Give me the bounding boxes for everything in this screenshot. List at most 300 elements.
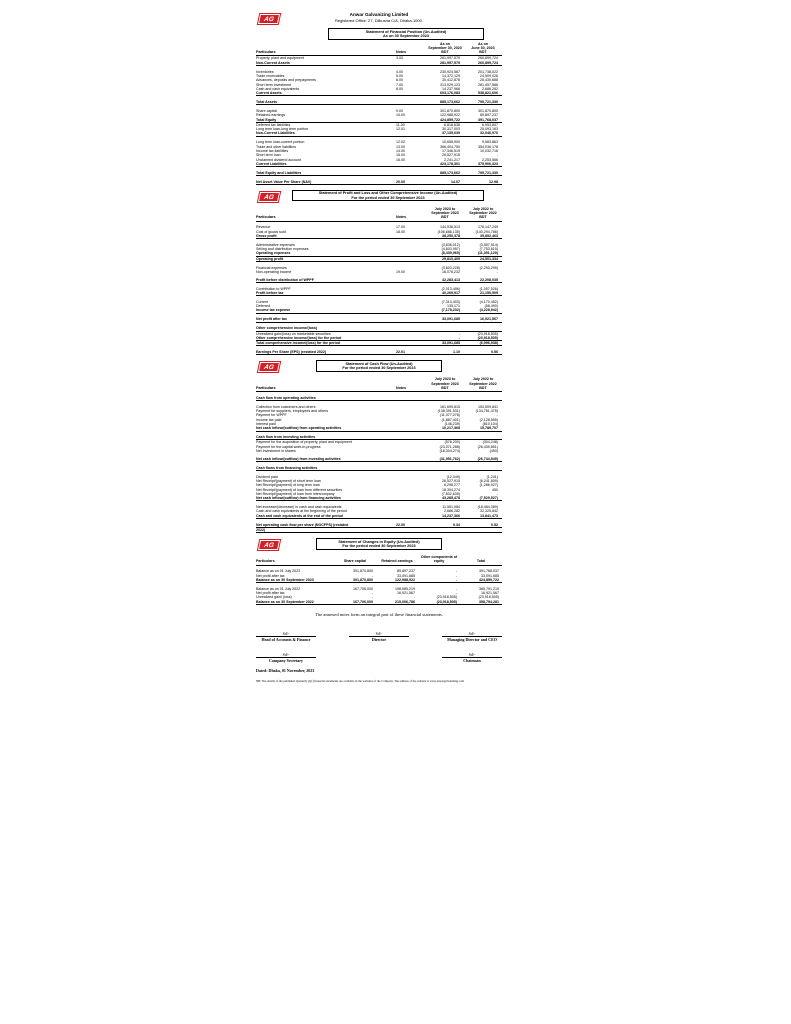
cell-p: Cash and cash equivalents at the end of the period — [256, 513, 343, 518]
cell-v2: (18,484,369) — [477, 505, 498, 510]
cell-v1: 6,818,636 — [444, 122, 460, 127]
cell-p: Collection from customers and others — [256, 404, 316, 409]
equity-cell: 424,859,722 — [479, 577, 499, 582]
cell-v1: (106,686,135) — [437, 229, 460, 234]
dated-line: Dated: Dhaka, 01 November, 2023 — [256, 668, 315, 674]
cash-flow-header — [256, 359, 502, 375]
cell-p: Net cash inflow/(outflow) from financing activities — [256, 496, 341, 501]
cell-p: Non-operating income — [256, 269, 292, 274]
cell-n: 15.00 — [396, 153, 405, 158]
cell-v2: 89,897,237 — [480, 113, 498, 118]
cell-n — [396, 396, 426, 400]
cell-v2: (26,744,549) — [477, 456, 498, 461]
cell-v1: 14,372,129 — [442, 73, 460, 78]
cell-p: Property, plant and equipment — [256, 56, 304, 61]
cell-p: Other comprehensive income/(loss) — [256, 326, 318, 331]
cell-n: 12.02 — [396, 140, 405, 145]
cell-v1: 43,285,478 — [442, 496, 460, 501]
cell-n — [396, 317, 426, 321]
cell-v1: 423,178,301 — [440, 161, 460, 166]
cell-v2: 2,253,566 — [482, 157, 498, 162]
financial-position-column-header: Particulars Notes As on September 30, 2023 BDT As on June 30, 2023 BDT — [256, 42, 502, 57]
cell-n: 14.00 — [396, 148, 405, 153]
cell-v2: (450) — [489, 448, 498, 453]
cell-v2: 281,457,588 — [478, 82, 498, 87]
cell-p: Cash and cash equivalents at the beginning of the period — [256, 509, 347, 514]
cell-p: Operating profit — [256, 256, 284, 261]
cell-v2: (304,248) — [482, 440, 498, 445]
cell-p: Cash and cash equivalents — [256, 86, 300, 91]
nb-note: NB: The details of the published Quarterly (Q1) financial statements are available in the websites of the Company. The address of the website is www.anwargalvanizing.com — [256, 678, 464, 683]
cell-v2: 24,509,026 — [480, 73, 498, 78]
cell-v2: (1,241) — [486, 474, 498, 479]
company-header — [256, 11, 502, 27]
cell-p: Income tax paid — [256, 417, 282, 422]
cell-v2: (6,241,809) — [479, 478, 498, 483]
cell-v1: 17,346,519 — [442, 148, 460, 153]
cell-p: Administrative expenses — [256, 242, 295, 247]
cell-n — [396, 308, 426, 312]
cell-v2: 24,501,334 — [480, 256, 498, 261]
profit-loss-header — [256, 189, 502, 205]
cell-v1: (146,239) — [444, 421, 460, 426]
cell-p: Total Equity and Liabilities — [256, 170, 302, 175]
cell-p: Payment for WPPF — [256, 413, 287, 418]
equity-cell: 33,091,685 — [397, 573, 415, 578]
cell-n — [396, 100, 426, 104]
cell-v1: 26,527,915 — [442, 153, 460, 158]
cell-v1: - — [458, 331, 460, 336]
cell-p: Other comprehensive income/(loss) for the period — [256, 335, 342, 340]
cell-n: 19.00 — [396, 269, 405, 274]
equity-cell: Balance as on 01 July 2023 — [256, 569, 301, 574]
cell-n — [396, 528, 426, 532]
equity-cell: - — [371, 591, 373, 596]
table-row — [256, 350, 502, 355]
cell-v2: (58,490) — [484, 304, 498, 309]
company-logo: AG — [258, 14, 280, 24]
cell-p: Advances, deposits and prepayments — [256, 78, 316, 83]
cell-v2: (7,753,615) — [479, 247, 498, 252]
cell-n — [396, 234, 426, 238]
cell-v2: 153,509,841 — [478, 404, 498, 409]
cell-v2: 25,093,163 — [480, 127, 498, 132]
cell-v2: - — [496, 153, 498, 158]
equity-cell: (23,918,505) — [436, 599, 457, 604]
cell-v1: 144,936,513 — [440, 225, 460, 230]
cell-v1: 2,241,217 — [444, 157, 460, 162]
equity-cell: - — [455, 577, 457, 582]
cell-p: Net Receipt/(payment) of loan from different securities — [256, 487, 343, 492]
cell-p: Current — [256, 299, 268, 304]
cell-n — [396, 131, 426, 135]
cash-flow-column-header: Particulars Notes July 2023 to September 2023 BDT July 2022 to September 2022 BDT — [256, 377, 502, 392]
cell-v2: (7,529,527) — [479, 496, 498, 501]
equity-header — [256, 537, 502, 553]
cell-v1: (41,951,762) — [439, 456, 460, 461]
equity-cell: 33,091,685 — [481, 573, 499, 578]
cell-v2 — [464, 396, 502, 400]
cell-v1 — [426, 326, 464, 330]
cell-p: Cash flows from financing activities — [256, 465, 318, 470]
cell-n — [396, 449, 426, 453]
cell-n: 8.00 — [396, 86, 403, 91]
cell-v2: 6,953,807 — [482, 122, 498, 127]
cell-v1: 0.34 — [453, 522, 460, 527]
cell-v2: 0.52 — [491, 522, 498, 527]
equity-cell: Balance as on 30 September 2023 — [256, 577, 314, 582]
cell-v2: (1,057,526) — [479, 286, 498, 291]
cash-flow-table — [256, 392, 502, 533]
cell-n — [396, 466, 426, 470]
cell-p: Net Investment in shares — [256, 448, 296, 453]
cell-v2: 22,208,035 — [480, 277, 498, 282]
cell-v1: 14.07 — [451, 179, 460, 184]
cell-v2: (4,228,942) — [479, 308, 498, 313]
cell-n — [396, 171, 426, 175]
cell-v1: 10,217,368 — [442, 426, 460, 431]
cell-v1: (11,077,276) — [439, 413, 460, 418]
cell-v1: 603,176,083 — [440, 91, 460, 96]
cell-v1 — [426, 528, 464, 532]
cell-v1: 2,686,282 — [444, 509, 460, 514]
cell-p: Deferred — [256, 304, 270, 309]
cell-v1: (8,439,969) — [441, 251, 460, 256]
cell-p: Unclaimed dividend account — [256, 157, 301, 162]
cell-v1: 37,135,639 — [442, 131, 460, 136]
cell-n: 13.00 — [396, 144, 405, 149]
cell-v1: (3,836,012) — [441, 242, 460, 247]
financial-position-title: Statement of Financial Position (Un-Audited) As on 30 September 2023 — [328, 28, 484, 40]
equity-cell: 16,921,567 — [481, 591, 499, 596]
cell-p: Short term loan — [256, 153, 281, 158]
cell-p: Income tax expense — [256, 308, 291, 313]
cell-p: Net operating cash flow per share (NOCFPS) (restated — [256, 522, 349, 527]
cell-p: Short term investment — [256, 82, 292, 87]
equity-cell: Net profit after tax — [256, 591, 285, 596]
cell-v1: (23,071,288) — [439, 444, 460, 449]
signature-director: Sd/- Director — [349, 631, 409, 642]
cell-v1: (7,313,403) — [441, 299, 460, 304]
equity-cell: - — [371, 595, 373, 600]
table-row — [256, 600, 502, 605]
cell-v2: (2,293,299) — [479, 265, 498, 270]
signature-row-1 — [256, 631, 502, 642]
cell-p: Payment for the capital work-in-progress — [256, 444, 321, 449]
cell-v2: 375,906,323 — [478, 161, 498, 166]
cell-v1: 14,237,366 — [442, 513, 460, 518]
cell-p: Operating expenses — [256, 251, 291, 256]
cell-v1: 230,924,587 — [440, 69, 460, 74]
equity-cell: 167,706,000 — [353, 586, 373, 591]
cell-p: Current Liabilities — [256, 161, 287, 166]
cell-n: 9.00 — [396, 108, 403, 113]
company-logo: AG — [258, 192, 280, 202]
cell-p: Total Equity — [256, 117, 277, 122]
cell-v2: 201,738,022 — [478, 69, 498, 74]
cell-p: Dividend paid — [256, 474, 278, 479]
cell-v2: - — [496, 491, 498, 496]
cell-n — [396, 336, 426, 340]
equity-cell: 198,085,219 — [395, 586, 415, 591]
cell-v1: 33,091,685 — [442, 317, 460, 322]
cell-v2: 2,686,282 — [482, 86, 498, 91]
cell-v1: 30,317,003 — [442, 127, 460, 132]
cell-v1: (138,391,531) — [437, 409, 460, 414]
cell-v1: (7,178,232) — [441, 308, 460, 313]
cell-p: Net Receipt/(payment) of loan from intercompany — [256, 491, 335, 496]
cell-p: Unrealized gain/(loss) on marketable securities — [256, 331, 331, 336]
table-row — [256, 528, 502, 533]
cell-v1: 122,988,922 — [440, 113, 460, 118]
cell-v2: 15,789,707 — [480, 426, 498, 431]
cell-v2: 354,036,178 — [478, 144, 498, 149]
cell-v2: (810,104) — [482, 421, 498, 426]
cell-v1 — [426, 435, 464, 439]
cell-v2: 28,430,688 — [480, 78, 498, 83]
table-row — [256, 449, 502, 453]
cell-v1: 11,551,084 — [442, 505, 460, 510]
cell-n — [396, 61, 426, 65]
cell-v2: 301,870,800 — [478, 108, 498, 113]
cell-p: Profit before tax — [256, 291, 284, 295]
cell-v2: 16,921,567 — [480, 317, 498, 322]
equity-cell: 16,921,567 — [397, 591, 415, 596]
cell-v2: 35,852,463 — [480, 233, 498, 238]
cell-v2: - — [496, 269, 498, 274]
cell-v2: 176,147,249 — [478, 225, 498, 230]
cell-v2: (6,996,938) — [479, 341, 498, 346]
cell-v2: 391,768,037 — [478, 117, 498, 122]
cell-p: Current Assets — [256, 91, 282, 96]
company-name: Anwar Galvanizing Limited — [349, 12, 409, 17]
table-row — [256, 180, 502, 185]
cell-p: Deferred tax liabilities — [256, 122, 291, 127]
cell-n: 11.00 — [396, 122, 405, 127]
cell-v2: 450 — [492, 487, 498, 492]
cell-v2 — [464, 528, 502, 532]
cell-v1: (2,013,496) — [441, 286, 460, 291]
cell-n — [396, 496, 426, 500]
cell-p: Cash flow from operating activities — [256, 395, 316, 400]
cell-n — [396, 426, 426, 430]
cell-p: Selling and distribution expenses — [256, 247, 309, 252]
cell-p: Financial expenses — [256, 265, 287, 270]
equity-cell: 301,870,800 — [353, 569, 373, 574]
cell-n: 17.00 — [396, 225, 405, 230]
cell-v2: (23,918,505) — [477, 335, 498, 340]
equity-table — [256, 566, 502, 605]
cell-v1: 38,250,378 — [442, 233, 460, 238]
cell-v1: 30,412,878 — [442, 78, 460, 83]
cell-v2: 538,821,606 — [478, 91, 498, 96]
cell-v1 — [426, 396, 464, 400]
cell-v1: 366,404,750 — [440, 144, 460, 149]
cell-n: 4.00 — [396, 69, 403, 74]
cell-v1: 281,997,579 — [440, 60, 460, 65]
cell-v1: (1,867,401) — [441, 417, 460, 422]
cell-p: Interest paid — [256, 421, 276, 426]
cell-n — [396, 257, 426, 261]
cell-n — [396, 457, 426, 461]
cell-p: Net increase/(decrease) in cash and cash equivalents — [256, 505, 342, 510]
cell-n: 22.00 — [396, 522, 405, 527]
cell-v1: 161,699,815 — [440, 404, 460, 409]
cell-v2: (3,597,514) — [479, 242, 498, 247]
equity-cell: - — [455, 591, 457, 596]
cell-v2: (26,439,851) — [477, 444, 498, 449]
cell-v2: (140,294,786) — [475, 229, 498, 234]
cell-n — [396, 251, 426, 255]
equity-cell: Unrealized gain/ (loss) — [256, 595, 292, 600]
cell-n: 3.00 — [396, 56, 403, 61]
cell-v2 — [464, 326, 502, 330]
cell-n — [396, 341, 426, 345]
cell-p: Net Receipt/(payment) of long term loan — [256, 483, 320, 488]
cell-p: Net cash inflow/(outflow) from operating activities — [256, 426, 342, 431]
cell-p: Income tax liabilities — [256, 148, 289, 153]
cell-v2: (11,351,129) — [477, 251, 498, 256]
cell-p: Trade receivables — [256, 73, 285, 78]
cell-n: 16.00 — [396, 157, 405, 162]
cell-p: Earnings Per Share (EPS) (restated 2022) — [256, 350, 327, 355]
equity-cell: 122,988,922 — [395, 577, 415, 582]
equity-cell: (23,918,505) — [478, 595, 499, 600]
cell-n — [396, 162, 426, 166]
cell-v2: 10,032,716 — [480, 148, 498, 153]
equity-cell: Balance as on 30 September 2022 — [256, 599, 314, 604]
cash-flow-title: Statement of Cash Flow (Un-Audited) For the period ended 30 September 2023 — [316, 360, 442, 372]
cell-v1: 42,283,413 — [442, 277, 460, 282]
cell-v2: 9,583,863 — [482, 140, 498, 145]
cell-v2: 21,150,509 — [480, 291, 498, 295]
cell-v2: - — [496, 413, 498, 418]
cell-p: Total Assets — [256, 100, 277, 105]
table-row — [256, 270, 502, 274]
cell-p: Payment for suppliers, employees and others — [256, 409, 329, 414]
cell-v2: (4,170,452) — [479, 299, 498, 304]
financial-position-table — [256, 56, 502, 184]
cell-v1: 26,527,915 — [442, 478, 460, 483]
cell-n: 10.00 — [396, 113, 405, 118]
equity-cell: - — [371, 573, 373, 578]
cell-p: Long term loan-long term portion — [256, 127, 309, 132]
equity-cell: 167,706,000 — [353, 599, 373, 604]
cell-n: 22.01 — [396, 350, 405, 355]
cell-p: Contribution to WPPF — [256, 286, 291, 291]
cell-p: Retained earnings — [256, 113, 286, 118]
cell-n: 18.00 — [396, 229, 405, 234]
cell-v1: (3,603,228) — [441, 265, 460, 270]
cell-v2: (134,781,475) — [475, 409, 498, 414]
cell-p: Share capital — [256, 108, 277, 113]
cell-p: Profit before distribution of WPPF — [256, 277, 314, 282]
equity-cell: 391,768,037 — [479, 569, 499, 574]
cell-v2: (1,286,927) — [479, 483, 498, 488]
cell-v1: 14,237,966 — [442, 86, 460, 91]
cell-v1: 301,870,800 — [440, 108, 460, 113]
cell-n — [396, 435, 426, 439]
cell-v1: (7,832,639) — [441, 491, 460, 496]
company-logo: AG — [258, 362, 280, 372]
cell-p: Total comprehensive income/(loss) for the period — [256, 341, 341, 346]
cell-n — [396, 278, 426, 282]
signature-chairman: Sd/- Chairman — [442, 652, 502, 663]
cell-v1: 40,269,917 — [442, 291, 460, 295]
equity-column-header: Particulars Share capital Retained earnings Other components of equity Total — [256, 555, 502, 566]
cell-p: Payment for the acquisition of property, plant and equipment — [256, 440, 352, 445]
signature-managing-director: Sd/- Managing Director and CEO — [442, 631, 502, 642]
cell-v1: 29,810,409 — [442, 256, 460, 261]
cell-v1: 885,173,662 — [440, 170, 460, 175]
cell-p: Long term loan-current portion — [256, 140, 305, 145]
profit-loss-column-header: Particulars Notes July 2023 to September 2023 BDT July 2022 to September 2022 BDT — [256, 207, 502, 222]
equity-cell: Net profit after tax — [256, 573, 285, 578]
cell-v2: 799,721,330 — [478, 170, 498, 175]
equity-cell: 89,897,237 — [397, 569, 415, 574]
equity-cell: - — [455, 569, 457, 574]
cell-v1: 6,298,277 — [444, 483, 460, 488]
cell-v2 — [464, 466, 502, 470]
cell-v2: 0.56 — [491, 350, 498, 355]
cell-v2: 32,325,842 — [480, 509, 498, 514]
profit-loss-title: Statement of Profit and Loss and Other Comprehensive Income (Un-Audited) For the period ended 30 September 2023 — [292, 190, 484, 202]
equity-title: Statement of Changes in Equity (Un-Audited) For the period ended 30 September 2023 — [316, 538, 442, 550]
cell-v1: 424,859,722 — [440, 117, 460, 122]
cell-p: 2022) — [256, 527, 266, 532]
cell-v1: 885,173,662 — [440, 100, 460, 105]
cell-p: Gross profit — [256, 233, 277, 238]
registered-office: Registered Office: 27, Dilkusha C/A, Dhaka-1000. — [335, 17, 423, 23]
cell-v2: 260,899,724 — [478, 60, 498, 65]
cell-v1: 281,997,579 — [440, 56, 460, 61]
cell-v1: 16,076,232 — [442, 269, 460, 274]
financial-statement-document — [256, 11, 502, 683]
equity-cell: - — [413, 595, 415, 600]
cell-p: Inventories — [256, 69, 274, 74]
cell-n: 5.00 — [396, 73, 403, 78]
equity-cell: 365,791,219 — [479, 586, 499, 591]
cell-n — [396, 514, 426, 518]
signature-company-secretary: Sd/- Company Secretary — [256, 652, 316, 663]
cell-v1: 10,658,900 — [442, 140, 460, 145]
equity-cell: - — [455, 586, 457, 591]
company-logo: AG — [258, 540, 280, 550]
cell-n — [396, 91, 426, 95]
cell-v1: (18,304,274) — [439, 448, 460, 453]
annexed-notes-statement: The annexed notes form an integral part of these financial statements. — [315, 611, 443, 617]
cell-p: Net profit after tax — [256, 317, 287, 322]
profit-loss-table — [256, 222, 502, 356]
cell-v2: 32,046,970 — [480, 131, 498, 136]
cell-v2: 13,841,473 — [480, 513, 498, 518]
cell-p: Net Asset Value Per Share (NAV) — [256, 179, 312, 184]
cell-v1: 135,171 — [447, 304, 460, 309]
cell-n: 6.00 — [396, 78, 403, 83]
equity-cell: 301,870,800 — [353, 577, 373, 582]
cell-p: Non-Current Assets — [256, 60, 290, 65]
equity-cell: (23,918,505) — [436, 595, 457, 600]
signature-row-2 — [256, 652, 502, 663]
cell-p: Non-Current Liabilities — [256, 131, 295, 136]
cell-v2: (2,128,555) — [479, 417, 498, 422]
cell-v2: 260,899,724 — [478, 56, 498, 61]
cell-n — [396, 118, 426, 122]
equity-cell: Balance as on 01 July 2022 — [256, 586, 301, 591]
signature-head-of-accounts: Sd/- Head of Accounts & Finance — [256, 631, 316, 642]
cell-p: Trade and other liabilities — [256, 144, 297, 149]
cell-p: Net cash inflow/(outflow) from investing activities — [256, 456, 341, 461]
